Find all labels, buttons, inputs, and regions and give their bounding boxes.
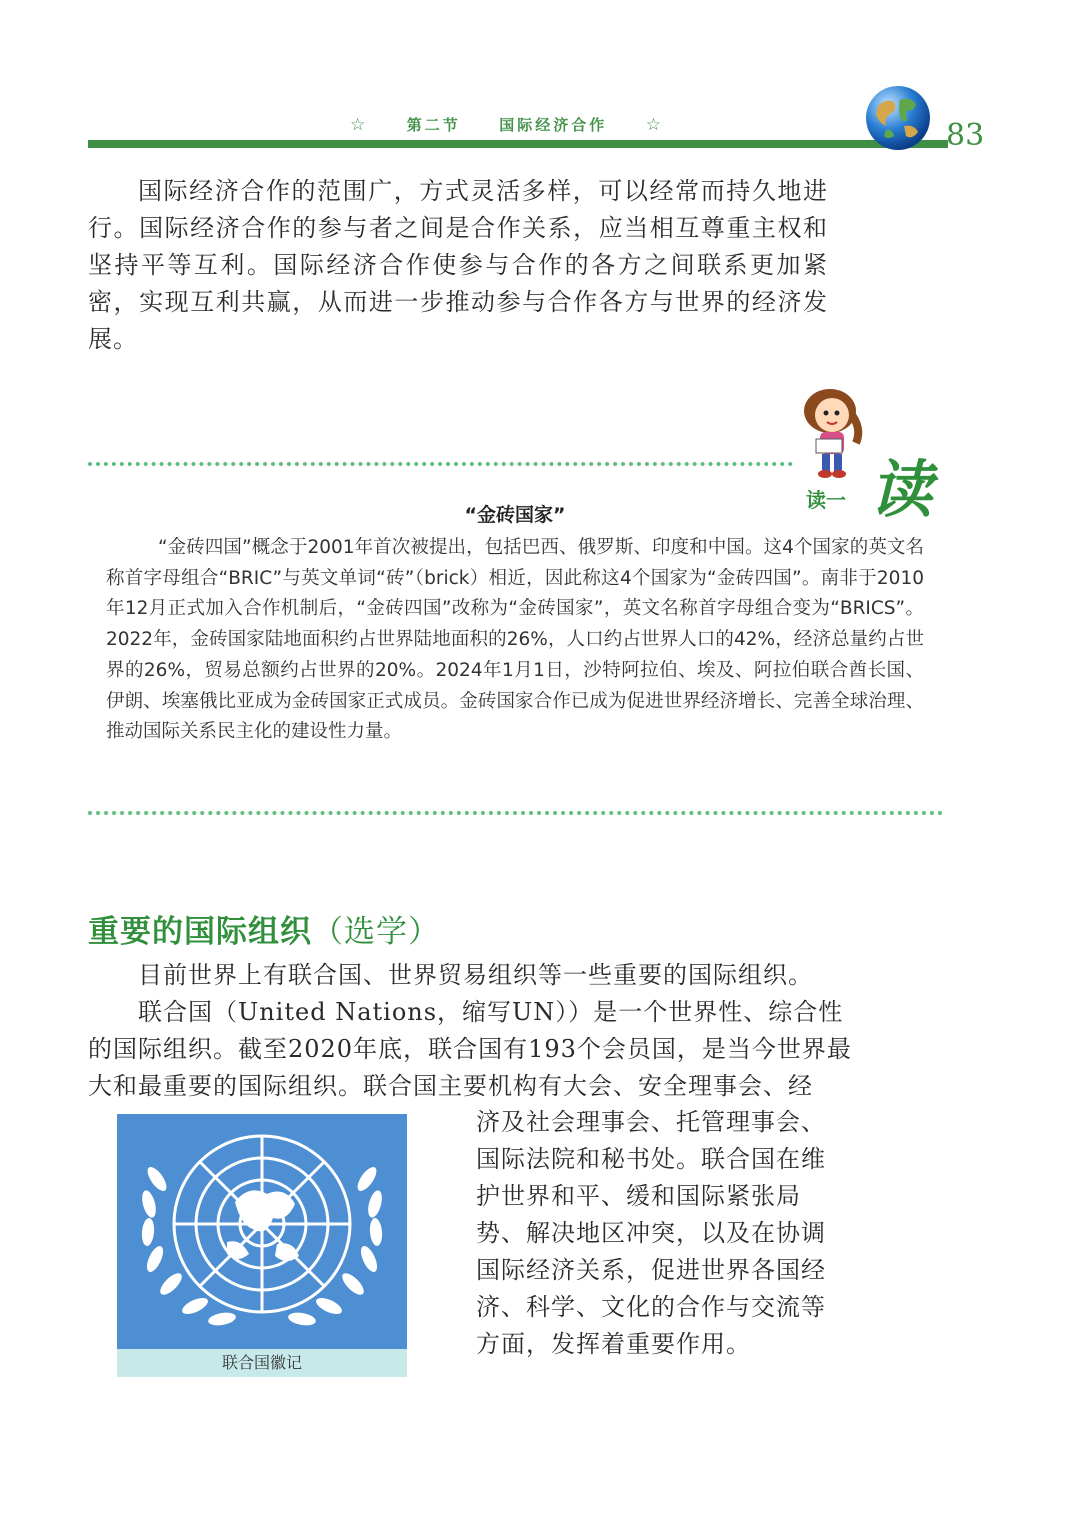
un-emblem-icon <box>117 1114 407 1349</box>
star-icon: ☆ <box>350 115 369 135</box>
side-line: 方面，发挥着重要作用。 <box>476 1330 751 1358</box>
un-flag-image <box>117 1114 407 1349</box>
header-bar <box>88 140 948 148</box>
header-topic: 国际经济合作 <box>499 116 608 134</box>
paragraph-line: 的国际组织。截至2020年底，联合国有193个会员国，是当今世界最 <box>88 1035 852 1063</box>
running-header <box>350 114 664 135</box>
side-line: 护世界和平、缓和国际紧张局 <box>476 1182 801 1210</box>
section-optional-tag: （选学） <box>312 914 440 950</box>
figure-caption: 联合国徽记 <box>117 1349 407 1377</box>
side-text <box>476 1104 836 1363</box>
intro-paragraph: 国际经济合作的范围广，方式灵活多样，可以经常而持久地进行。国际经济合作的参与者之间是合作关系，应当相互尊重主权和坚持平等互利。国际经济合作使参与合作的各方之间联系更加紧密，实现互利共赢，从而进一步推动参与合作各方与世界的经济发展。 <box>88 177 828 353</box>
section-paragraph-1: 目前世界上有联合国、世界贸易组织等一些重要的国际组织。 <box>138 961 813 989</box>
side-line: 国际法院和秘书处。联合国在维 <box>476 1145 826 1173</box>
reading-box-top-divider <box>88 462 793 466</box>
paragraph-line: 大和最重要的国际组织。联合国主要机构有大会、安全理事会、经 <box>88 1072 813 1100</box>
side-line: 济、科学、文化的合作与交流等 <box>476 1293 826 1321</box>
reading-girl-icon <box>796 385 866 480</box>
reading-box-text: “金砖四国”概念于2001年首次被提出，包括巴西、俄罗斯、印度和中国。这4个国家的英文名称首字母组合“BRIC”与英文单词“砖”（brick）相近，因此称这4个国家为“金砖四国”。南非于2010年12月正式加入合作机制后，“金砖四国”改称为“金砖国家”，英文名称首字母组合变为“BRICS”。2022年，金砖国家陆地面积约占世界陆地面积的26%，人口约占世界人口的42%，经济总量约占世界的26%，贸易总额约占世界的20%。2024年1月1日，沙特阿拉伯、埃及、阿拉伯联合酋长国、伊朗、埃塞俄比亚成为金砖国家正式成员。金砖国家合作已成为促进世界经济增长、完善全球治理、推动国际关系民主化的建设性力量。 <box>106 537 924 743</box>
read-badge-small: 读一 <box>806 488 846 512</box>
globe-icon <box>864 84 932 152</box>
reading-box-title: “金砖国家” <box>464 504 566 526</box>
section-title <box>88 906 440 951</box>
header-section: 第二节 <box>406 116 461 134</box>
section-title-text: 重要的国际组织 <box>88 914 312 950</box>
reading-box-bottom-divider <box>88 811 943 815</box>
side-line: 势、解决地区冲突，以及在协调 <box>476 1219 826 1247</box>
read-badge-big: 读 <box>870 453 933 526</box>
section-paragraph-2 <box>88 994 852 1105</box>
paragraph-line: 联合国（United Nations，缩写UN））是一个世界性、综合性 <box>138 998 844 1026</box>
star-icon: ☆ <box>645 115 664 135</box>
page-number: 83 <box>946 118 985 153</box>
side-line: 国际经济关系，促进世界各国经 <box>476 1256 826 1284</box>
side-line: 济及社会理事会、托管理事会、 <box>476 1108 826 1136</box>
